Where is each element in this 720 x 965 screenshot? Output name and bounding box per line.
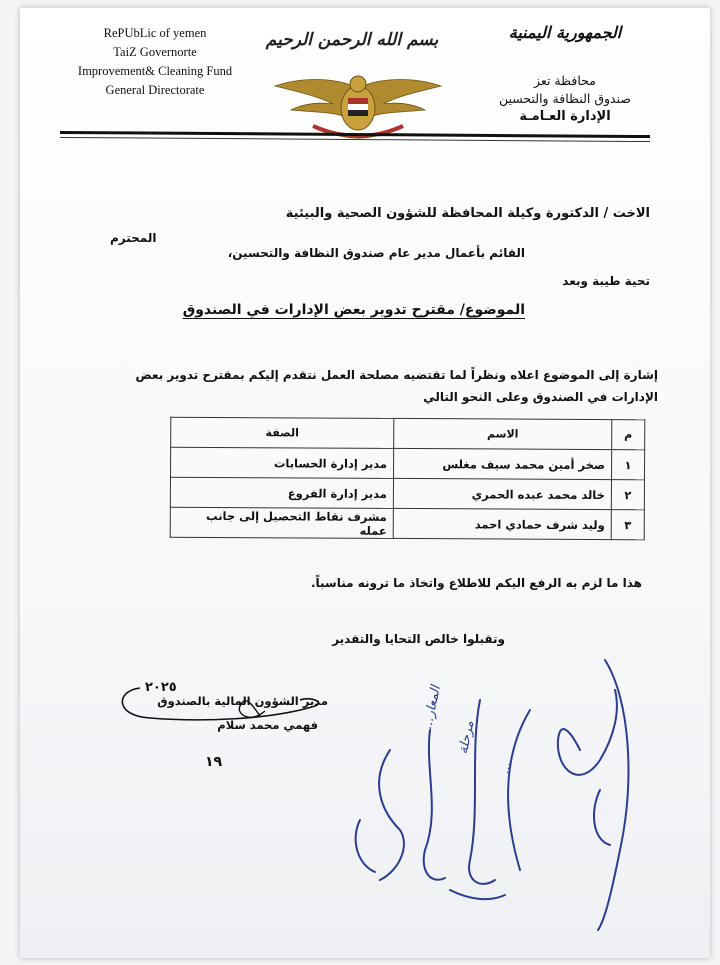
addressee-line-2: القائم بأعمال مدير عام صندوق النظافة والتحسين،: [227, 246, 525, 260]
closing-line: هذا ما لزم به الرفع اليكم للاطلاع واتخاذ ما ترونه مناسباً.: [310, 576, 642, 590]
table-row: [170, 507, 644, 539]
row-num: ٣: [611, 510, 644, 540]
basmala: بسم الله الرحمن الرحيم: [265, 30, 439, 50]
row-title: مدير إدارة الحسابات: [171, 447, 394, 478]
subject: الموضوع/ مقترح تدوير بعض الإدارات في الصندوق: [182, 302, 525, 318]
en-line-4: General Directorate: [105, 83, 205, 97]
addressee: الاخت / الدكتورة وكيلة المحافظة للشؤون الصحية والبيئية: [285, 206, 650, 221]
table-row: [170, 477, 644, 509]
stamp-date: ٢٠٢٥: [145, 680, 177, 695]
handwritten-word-3: ...: [497, 759, 515, 776]
english-letterhead: [60, 24, 250, 100]
signer-title: مدير الشؤون المالية بالصندوق: [157, 694, 328, 708]
ar-line-4: الإدارة العـامـة: [519, 109, 611, 124]
ar-line-1: الجمهورية اليمنية: [508, 23, 622, 42]
en-line-1: RePUbLic of yemen: [103, 26, 207, 40]
row-name: خالد محمد عبده الحمري: [393, 478, 611, 509]
table-row: [171, 447, 645, 479]
handwritten-word-1: المعار...: [420, 684, 444, 731]
row-num: ٢: [611, 480, 644, 510]
ar-line-3: صندوق النظافة والتحسين: [498, 91, 632, 106]
row-num: ١: [611, 450, 644, 480]
en-line-3: Improvement& Cleaning Fund: [77, 64, 233, 78]
signer-name: فهمي محمد سلام: [217, 718, 318, 732]
table-header-row: [171, 417, 645, 449]
signature-day: ١٩: [205, 754, 223, 770]
rotation-table: [170, 417, 646, 540]
header-name: الاسم: [394, 418, 612, 449]
signature-block: [110, 676, 330, 786]
handwritten-annotation: [330, 640, 660, 940]
honorific: المحترم: [110, 231, 157, 245]
greeting: تحية طيبة وبعد: [562, 274, 650, 288]
handwritten-word-2: مرحلة: [455, 719, 478, 756]
row-name: وليد شرف حمادي احمد: [393, 508, 611, 539]
header-title: الصفة: [171, 417, 394, 448]
handwriting-scribble-icon: [330, 640, 660, 940]
regards-line: وتقبلوا خالص التحايا والتقدير: [332, 632, 505, 646]
row-title: مشرف نقاط التحصيل إلى جانب عمله: [170, 507, 393, 538]
row-name: صخر أمين محمد سيف مغلس: [394, 448, 612, 479]
en-line-2: TaiZ Governorte: [113, 45, 197, 59]
header-num: م: [612, 420, 645, 450]
arabic-letterhead: [465, 20, 665, 126]
ar-line-2: محافظة تعز: [534, 73, 596, 88]
letter-body: إشارة إلى الموضوع اعلاه ونظراً لما تقتضيه مصلحة العمل نتقدم إليكم بمقترح تدوير بعض الإدارات في الصندوق وعلى النحو التالي: [135, 368, 658, 404]
row-title: مدير إدارة الفروع: [170, 477, 393, 508]
